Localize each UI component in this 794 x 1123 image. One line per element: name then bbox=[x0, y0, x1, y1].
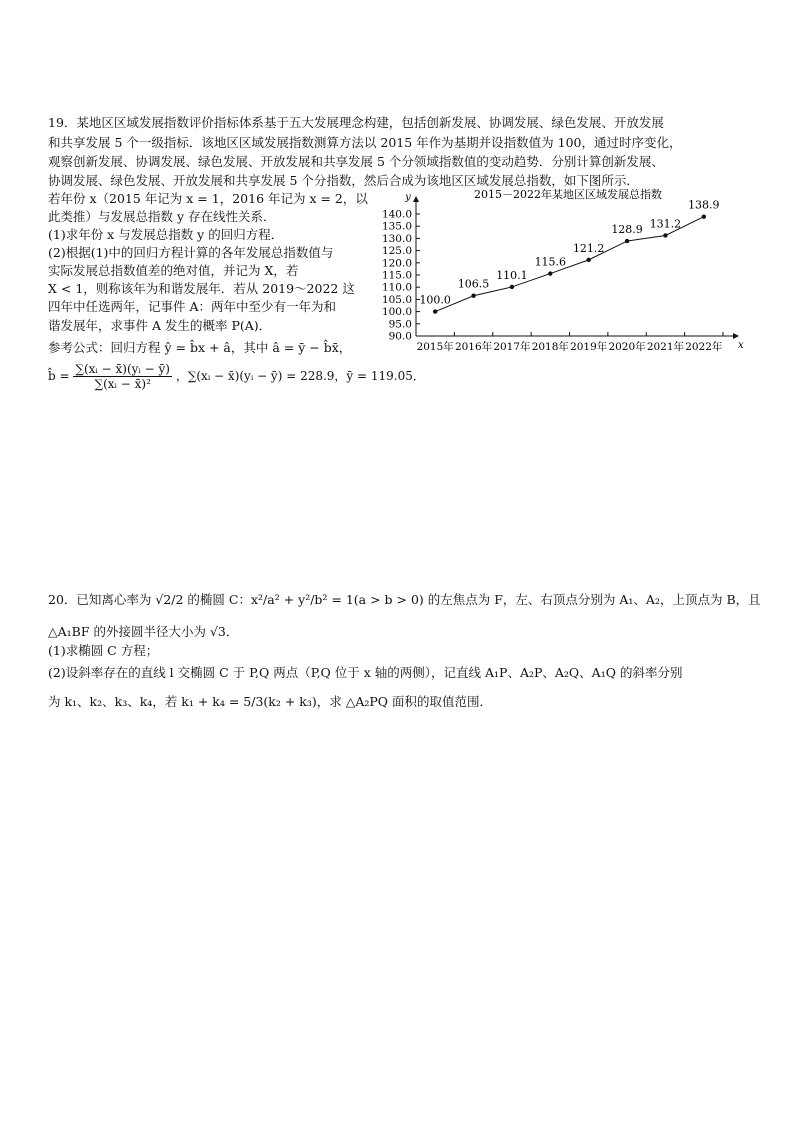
y-tick-label: 115.0 bbox=[381, 269, 412, 282]
x-tick-label: 2019年 bbox=[570, 341, 608, 353]
data-point bbox=[548, 271, 552, 275]
y-tick-label: 125.0 bbox=[381, 245, 412, 258]
x-tick-label: 2021年 bbox=[646, 341, 685, 353]
data-label: 138.9 bbox=[688, 198, 720, 212]
chart-axes bbox=[413, 196, 739, 339]
b-hat-denominator: ∑(xᵢ − x̄)² bbox=[94, 377, 151, 391]
x-tick-label: 2015年 bbox=[416, 341, 454, 353]
b-hat-fraction bbox=[73, 362, 172, 391]
q20-line-2: △A₁BF 的外接圆半径大小为 √3． bbox=[48, 624, 239, 639]
y-tick-label: 95.0 bbox=[388, 318, 412, 331]
q19-intro-line-4: 协调发展、绿色发展、开放发展和共享发展 5 个分指数，然后合成为该地区区域发展总指数，如下图所示． bbox=[48, 173, 639, 188]
x-tick-label: 2016年 bbox=[454, 341, 493, 353]
q19-reference-formula: 参考公式：回归方程 ŷ = b̂x + â，其中 â = ȳ − b̂x̄， bbox=[48, 340, 352, 355]
data-label: 106.5 bbox=[457, 277, 490, 291]
y-tick-label: 135.0 bbox=[381, 220, 412, 233]
y-tick-label: 130.0 bbox=[381, 232, 412, 245]
y-tick-label: 120.0 bbox=[381, 257, 412, 270]
q19-part-2-line-4: 四年中任选两年，记事件 A：两年中至少有一年为和 bbox=[48, 299, 337, 314]
series-line bbox=[435, 217, 704, 312]
chart-series bbox=[419, 199, 719, 314]
data-point bbox=[625, 239, 629, 243]
y-tick-label: 105.0 bbox=[381, 293, 412, 306]
q20-part-2-line-2: 为 k₁、k₂、k₃、k₄，若 k₁ + k₄ = 5/3(k₂ + k₃)，求 △A₂PQ 面积的取值范围． bbox=[48, 694, 493, 709]
x-tick-label: 2017年 bbox=[493, 341, 531, 353]
q20-part-2-line-1: (2)设斜率存在的直线 l 交椭圆 C 于 P,Q 两点（P,Q 位于 x 轴的两侧），记直线 A₁P、A₂P、A₂Q、A₁Q 的斜率分别 bbox=[48, 665, 683, 680]
y-tick-label: 100.0 bbox=[381, 306, 412, 319]
q19-part-2-line-1: (2)根据(1)中的回归方程计算的各年发展总指数值与 bbox=[48, 245, 334, 260]
data-label: 110.1 bbox=[496, 268, 528, 282]
x-tick-label: 2022年 bbox=[685, 341, 723, 353]
data-point bbox=[471, 294, 475, 298]
q19-condition-line-2: 此类推）与发展总指数 y 存在线性关系． bbox=[48, 209, 276, 224]
b-hat-label: b̂ = bbox=[48, 369, 70, 383]
q19-part-2-line-5: 谐发展年，求事件 A 发生的概率 P(A)． bbox=[48, 318, 272, 333]
x-axis-arrow bbox=[733, 333, 739, 339]
q19-part-2-line-3: X < 1，则称该年为和谐发展年．若从 2019～2022 这 bbox=[48, 281, 355, 296]
data-label: 115.6 bbox=[534, 255, 567, 269]
q19-part-2-line-2: 实际发展总指数值差的绝对值，并记为 X，若 bbox=[48, 263, 299, 278]
q19-condition-line-1: 若年份 x（2015 年记为 x = 1，2016 年记为 x = 2，以 bbox=[48, 191, 368, 206]
data-point bbox=[702, 214, 706, 218]
data-label: 121.2 bbox=[572, 241, 605, 255]
data-label: 100.0 bbox=[419, 293, 451, 307]
x-axis-label: x bbox=[738, 340, 744, 351]
data-label: 131.2 bbox=[649, 217, 682, 231]
q19-part-1: (1)求年份 x 与发展总指数 y 的回归方程． bbox=[48, 227, 284, 242]
chart-title: 2015－2022年某地区区域发展总指数 bbox=[474, 188, 662, 201]
development-index-line-chart bbox=[378, 186, 748, 358]
q19-given-values: ，∑(xᵢ − x̄)(yᵢ − ȳ) = 228.9，ȳ = 119.05． bbox=[175, 369, 425, 383]
x-tick-label: 2020年 bbox=[608, 341, 646, 353]
q20-part-1: (1)求椭圆 C 方程； bbox=[48, 643, 159, 658]
y-axis-arrow bbox=[413, 196, 419, 202]
b-hat-numerator: ∑(xᵢ − x̄)(yᵢ − ȳ) bbox=[75, 362, 170, 376]
q19-b-hat-formula bbox=[48, 362, 425, 391]
q19-intro-line-3: 观察创新发展、协调发展、绿色发展、开放发展和共享发展 5 个分领域指数值的变动趋势．分别计算创新发展、 bbox=[48, 154, 664, 169]
data-point bbox=[663, 233, 667, 237]
data-point bbox=[510, 285, 514, 289]
y-axis-label: y bbox=[405, 192, 411, 203]
y-tick-label: 140.0 bbox=[381, 208, 412, 221]
y-tick-label: 90.0 bbox=[388, 330, 412, 343]
data-point bbox=[586, 258, 590, 262]
data-point bbox=[433, 309, 437, 313]
data-label: 128.9 bbox=[611, 223, 643, 237]
y-tick-label: 110.0 bbox=[381, 281, 412, 294]
q20-line-1: 20．已知离心率为 √2/2 的椭圆 C：x²/a² + y²/b² = 1(a > b > 0) 的左焦点为 F，左、右顶点分别为 A₁、A₂，上顶点为 B，且 bbox=[48, 592, 761, 607]
q19-intro-line-2: 和共享发展 5 个一级指标．该地区区域发展指数测算方法以 2015 年作为基期并设指数值为 100，通过时序变化， bbox=[48, 135, 682, 150]
q19-intro-line-1: 19．某地区区域发展指数评价指标体系基于五大发展理念构建，包括创新发展、协调发展、绿色发展、开放发展 bbox=[48, 115, 664, 130]
x-tick-label: 2018年 bbox=[531, 341, 569, 353]
